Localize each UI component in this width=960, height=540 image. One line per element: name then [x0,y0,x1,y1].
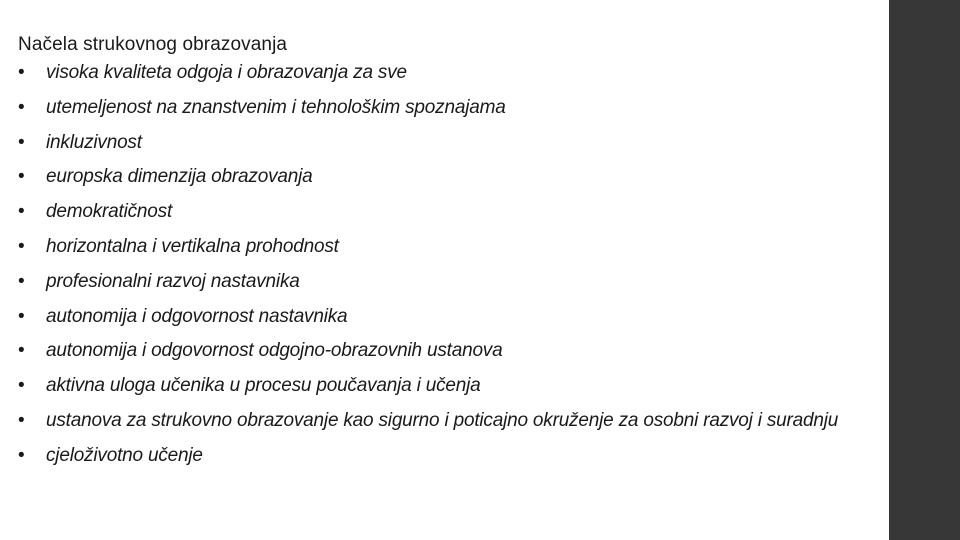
bullet-marker: • [18,96,25,118]
bullet-marker: • [18,166,25,188]
bullet-text: cjeloživotno učenje [46,444,203,466]
bullet-item [18,303,868,331]
bullet-item [18,407,846,435]
bullet-item [18,94,868,122]
bullet-text: europska dimenzija obrazovanja [46,166,313,188]
bullet-marker: • [18,305,25,327]
bullet-text: profesionalni razvoj nastavnika [46,270,300,292]
bullet-item [18,59,868,87]
slide-content [18,30,868,477]
bullet-text: utemeljenost na znanstvenim i tehnološkim spoznajama [46,96,506,118]
bullet-marker: • [18,201,25,223]
bullet-marker: • [18,131,25,153]
bullet-list [18,59,868,469]
bullet-item [18,337,868,365]
bullet-item [18,233,868,261]
decorative-side-bar [889,0,960,540]
bullet-item [18,372,868,400]
bullet-item [18,129,868,157]
bullet-marker: • [18,340,25,362]
bullet-item [18,268,868,296]
bullet-text: horizontalna i vertikalna prohodnost [46,235,339,257]
bullet-text: visoka kvaliteta odgoja i obrazovanja za sve [46,62,407,83]
bullet-text: aktivna uloga učenika u procesu poučavanja i učenja [46,375,481,397]
bullet-text: autonomija i odgovornost nastavnika [46,305,348,327]
bullet-marker: • [18,409,25,431]
bullet-item [18,198,868,226]
bullet-marker: • [18,444,25,466]
bullet-marker: • [18,375,25,397]
bullet-text: inkluzivnost [46,131,142,153]
bullet-marker: • [18,270,25,292]
slide-title: Načela strukovnog obrazovanja [18,34,288,55]
bullet-text: ustanova za strukovno obrazovanje kao sigurno i poticajno okruženje za osobni razvoj i suradnju [46,409,839,431]
bullet-marker: • [18,235,25,257]
bullet-item [18,163,868,191]
bullet-marker: • [18,62,25,83]
bullet-text: autonomija i odgovornost odgojno-obrazovnih ustanova [46,340,503,362]
bullet-item [18,442,868,470]
bullet-text: demokratičnost [46,201,173,223]
